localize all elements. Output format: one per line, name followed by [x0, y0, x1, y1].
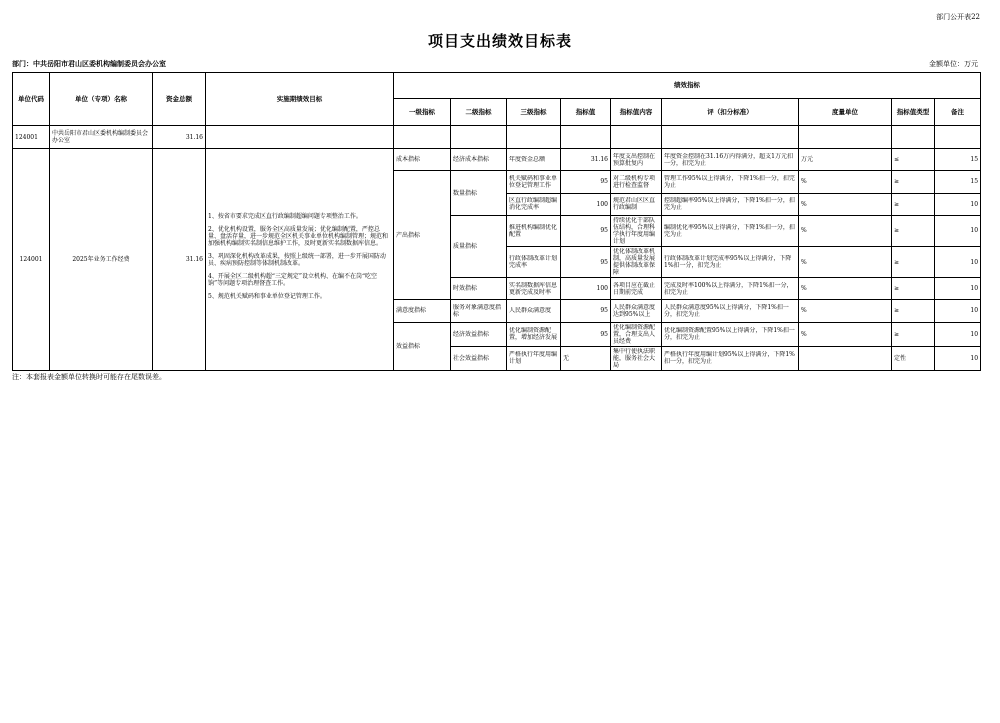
header-level1: 一级指标 [394, 99, 451, 126]
kpi-measure: % [799, 246, 892, 277]
kpi-scoring: 严格执行年度用编计划95%以上得满分，下降1%扣一分，扣完为止 [664, 351, 795, 366]
kpi-level3: 年度资金总额 [509, 156, 546, 164]
kpi-type: ≥ [892, 171, 935, 193]
project-amount: 31.16 [153, 149, 206, 371]
kpi-content: 优化体制改革机制，高质量发展提供体制改革保障 [613, 248, 656, 277]
kpi-level3: 人民群众满意度 [509, 307, 552, 315]
kpi-content: 人民群众满意度达到95%以上 [613, 303, 656, 318]
kpi-measure: % [799, 278, 892, 300]
kpi-type: ≤ [892, 149, 935, 171]
kpi-scoring: 完成及时率100%以上得满分，下降1%扣一分，扣完为止 [664, 281, 793, 296]
kpi-value: 95 [561, 215, 611, 246]
kpi-measure: % [799, 171, 892, 193]
kpi-type: ≥ [892, 215, 935, 246]
project-name: 2025年业务工作经费 [50, 149, 153, 371]
kpi-level3: 实名制数据库信息更新完成及时率 [509, 281, 558, 296]
header-measure: 度量单位 [799, 99, 892, 126]
kpi-measure: % [799, 300, 892, 322]
kpi-content: 规范君山区区直行政编制 [613, 197, 656, 212]
kpi-level3: 行政体制改革计划完成率 [509, 255, 558, 270]
kpi-type: 定性 [892, 346, 935, 370]
kpi-level2: 时效指标 [451, 278, 507, 300]
kpi-value: 95 [561, 171, 611, 193]
footnote: 注：本套报表金额单位转换时可能存在尾数误差。 [12, 373, 166, 381]
kpi-level2: 数量指标 [451, 171, 507, 215]
kpi-content: 持续优化干部队伍结构，合理科学执行年度用编计划 [613, 216, 656, 245]
kpi-scoring: 管理工作95%以上得满分，下降1%扣一分，扣完为止 [664, 174, 795, 189]
header-level3: 三级指标 [507, 99, 561, 126]
page-title: 项目支出绩效目标表 [427, 32, 572, 50]
kpi-value: 100 [561, 278, 611, 300]
header-unit-name: 单位（专项）名称 [50, 73, 153, 126]
kpi-measure: % [799, 193, 892, 215]
kpi-level1: 效益指标 [394, 322, 451, 370]
kpi-note: 15 [935, 149, 981, 171]
kpi-content: 对二级机构专项进行检查监督 [613, 174, 656, 189]
kpi-scoring: 控制超编率95%以上得满分，下降1%扣一分，扣完为止 [664, 197, 795, 212]
target-item: 4、开展全区二级机构超“三定规定”设立机构、在编不在岗“吃空饷”等问题专项治理督查工作。 [208, 273, 378, 288]
kpi-type: ≥ [892, 322, 935, 346]
target-item: 2、优化机构设置，服务全区高质量发展；优化编制配置，严控总量、盘活存量，进一步规范全区机关事业单位机构编制管理；规范和加强机构编制实名制信息维护工作，及时更新实名制数据库信息。 [208, 226, 389, 248]
kpi-note: 10 [935, 246, 981, 277]
kpi-type: ≥ [892, 300, 935, 322]
table-row [13, 126, 981, 149]
project-code: 124001 [13, 149, 50, 371]
summary-amount: 31.16 [153, 126, 206, 149]
kpi-level2: 经济成本指标 [451, 149, 507, 171]
kpi-level2: 社会效益指标 [451, 346, 507, 370]
kpi-note: 10 [935, 278, 981, 300]
kpi-note: 10 [935, 346, 981, 370]
kpi-type: ≥ [892, 278, 935, 300]
table-row [13, 149, 981, 171]
kpi-note: 10 [935, 215, 981, 246]
kpi-content: 各项目应在截止日期前完成 [613, 281, 656, 296]
kpi-value: 31.16 [561, 149, 611, 171]
kpi-scoring: 行政体制改革计划完成率95%以上得满分，下降1%扣一分，扣完为止 [664, 255, 792, 270]
kpi-scoring: 年度资金控制在31.16万内得满分，超支1万元扣一分，扣完为止 [664, 152, 793, 167]
target-item: 5、规范机关赋码和事业单位登记管理工作。 [208, 293, 326, 301]
header-note: 备注 [935, 99, 981, 126]
kpi-value: 无 [561, 346, 611, 370]
amount-unit-label: 金额单位：万元 [929, 60, 978, 68]
kpi-scoring: 优化编制资源配置95%以上得满分，下降1%扣一分，扣完为止 [664, 327, 795, 342]
kpi-measure: % [799, 215, 892, 246]
kpi-type: ≥ [892, 246, 935, 277]
kpi-content: 集中行使执法职能，服务社会大局 [613, 347, 656, 369]
kpi-value: 100 [561, 193, 611, 215]
department-label: 部门：中共岳阳市君山区委机构编制委员会办公室 [12, 59, 166, 68]
header-content: 指标值内容 [611, 99, 662, 126]
kpi-level2: 经济效益指标 [451, 322, 507, 346]
header-scoring: 评（扣分标准） [662, 99, 799, 126]
project-targets [206, 149, 394, 371]
table-number-label: 部门公开表22 [936, 13, 980, 21]
header-target: 实施期绩效目标 [206, 73, 394, 126]
target-item: 1、按省市要求完成区直行政编制超编问题专项整治工作。 [208, 213, 362, 221]
kpi-note: 10 [935, 322, 981, 346]
kpi-note: 10 [935, 193, 981, 215]
kpi-content: 优化编制资源配置，合理支出人员经费 [613, 323, 656, 345]
kpi-level1: 产出指标 [394, 171, 451, 300]
kpi-level2: 质量指标 [451, 215, 507, 278]
summary-name: 中共岳阳市君山区委机构编制委员会办公室 [50, 126, 153, 149]
kpi-value: 95 [561, 300, 611, 322]
kpi-scoring: 人民群众满意度95%以上得满分，下降1%扣一分，扣完为止 [664, 303, 789, 318]
header-kpi: 绩效指标 [394, 73, 981, 99]
header-unit-code: 单位代码 [13, 73, 50, 126]
kpi-scoring: 编制优化率95%以上得满分，下降1%扣一分，扣完为止 [664, 223, 795, 238]
kpi-level3: 推进机构编制优化配置 [509, 223, 558, 238]
kpi-measure: 万元 [799, 149, 892, 171]
header-type: 指标值类型 [892, 99, 935, 126]
kpi-measure [799, 346, 892, 370]
target-item: 3、巩固深化机构改革成果，按照上级统一部署，进一步开展国防动员、疾病预防控制等体制机制改革。 [208, 253, 386, 268]
kpi-value: 95 [561, 246, 611, 277]
performance-target-table [12, 72, 981, 371]
kpi-level3: 区直行政编制超编消化完成率 [509, 197, 558, 212]
header-fund-total: 资金总额 [153, 73, 206, 126]
kpi-level2: 服务对象满意度指标 [453, 303, 502, 318]
header-level2: 二级指标 [451, 99, 507, 126]
kpi-level3: 优化编制资源配置，增加经济发展 [509, 327, 558, 342]
kpi-level1: 满意度指标 [394, 300, 451, 322]
kpi-note: 15 [935, 171, 981, 193]
kpi-measure: % [799, 322, 892, 346]
kpi-level3: 机关赋码和事业单位登记管理工作 [509, 174, 558, 189]
kpi-type: ≥ [892, 193, 935, 215]
kpi-content: 年度支出控制在预算批复内 [613, 152, 656, 167]
kpi-level1: 成本指标 [394, 149, 451, 171]
summary-code: 124001 [13, 126, 50, 149]
kpi-note: 10 [935, 300, 981, 322]
header-value: 指标值 [561, 99, 611, 126]
kpi-value: 95 [561, 322, 611, 346]
kpi-level3: 严格执行年度用编计划 [509, 351, 558, 366]
